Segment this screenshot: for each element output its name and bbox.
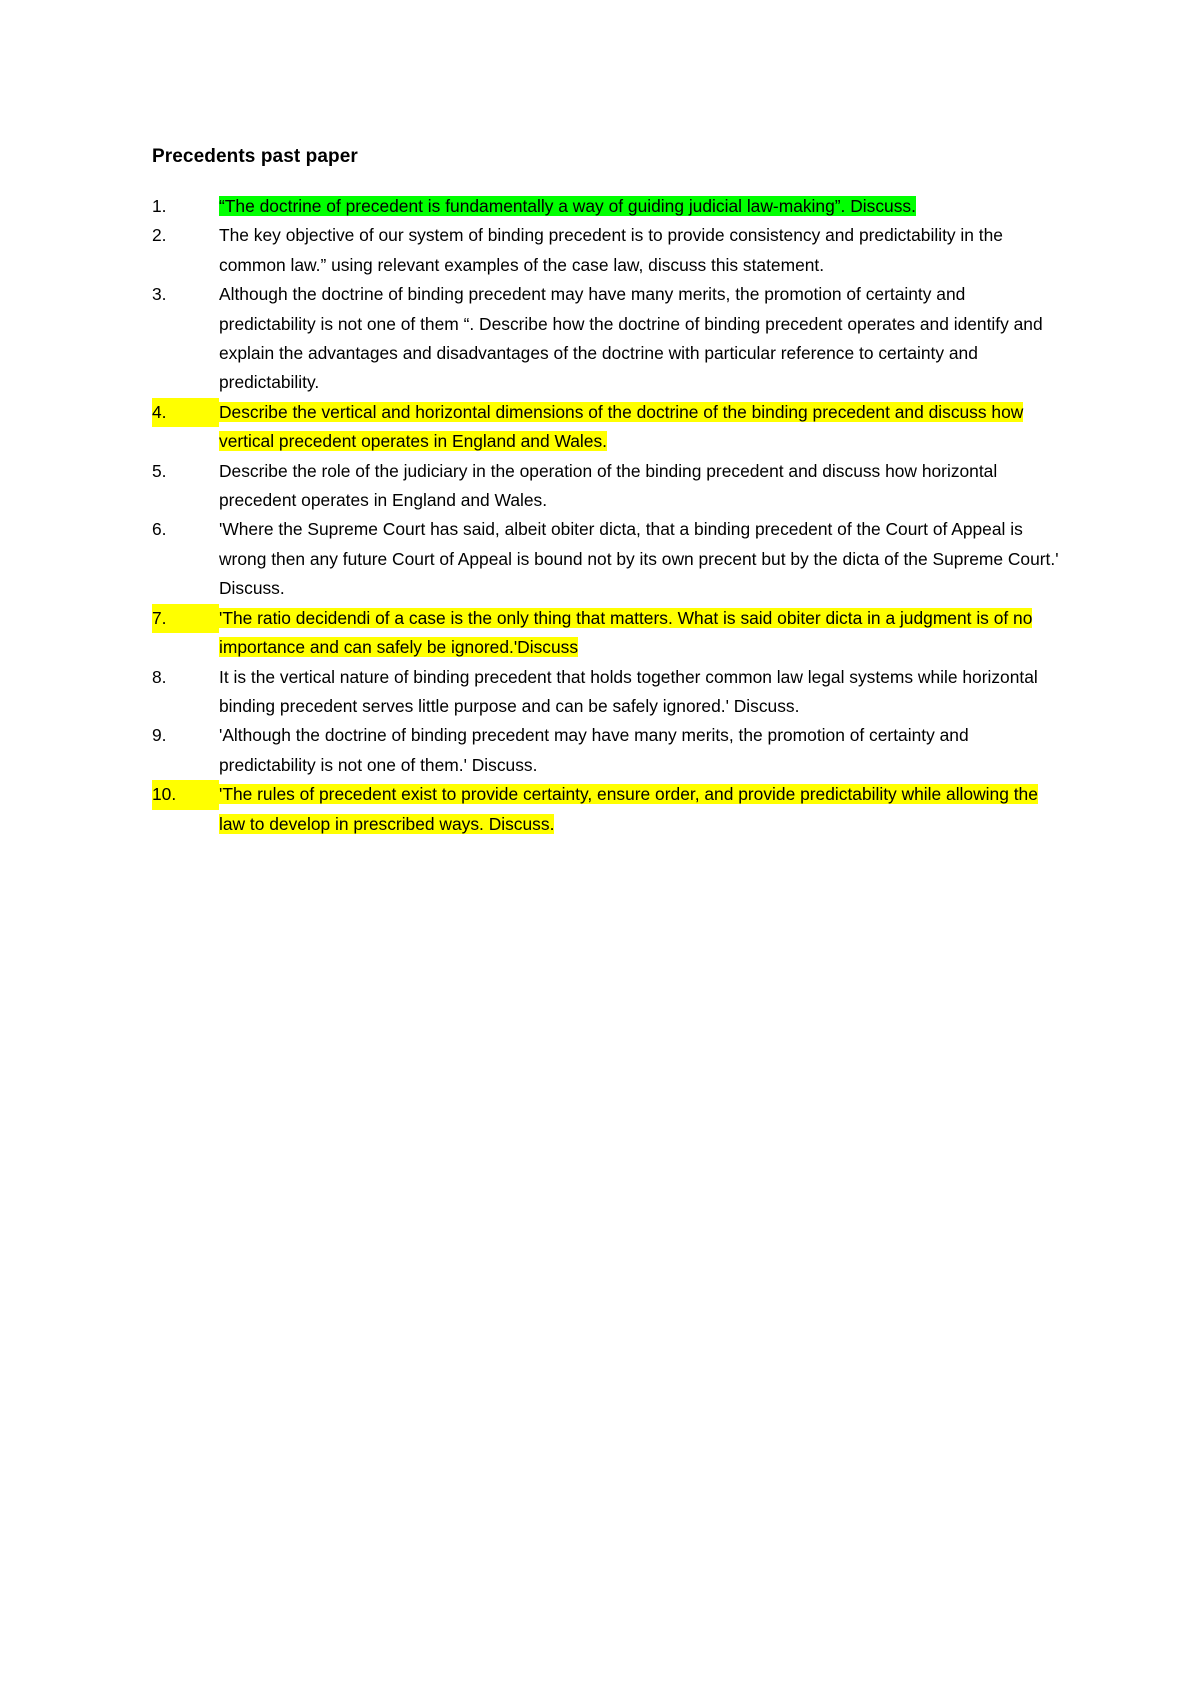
question-item-7 (152, 604, 1062, 663)
question-text: 'The ratio decidendi of a case is the only thing that matters. What is said obiter dicta in a judgment is of no importance and can safely be ignored.'Discuss (219, 607, 1033, 658)
question-item-8 (152, 663, 1062, 722)
question-number: 8. (152, 666, 167, 687)
question-text: 'The rules of precedent exist to provide certainty, ensure order, and provide predictability while allowing the law to develop in prescribed ways. Discuss. (219, 784, 1038, 834)
question-item-3 (152, 280, 1062, 398)
question-item-5 (152, 457, 1062, 516)
question-number: 5. (152, 460, 167, 481)
question-item-10 (152, 780, 1062, 839)
question-text: Describe the role of the judiciary in the operation of the binding precedent and discuss how horizontal precedent operates in England and Wales. (219, 460, 998, 511)
question-text: 'Although the doctrine of binding precedent may have many merits, the promotion of certainty and predictability is not one of them.' Discuss. (219, 725, 969, 775)
question-item-2 (152, 221, 1062, 280)
question-item-1 (152, 192, 1062, 221)
question-text: It is the vertical nature of binding precedent that holds together common law legal systems while horizontal binding precedent serves little purpose and can be safely ignored.' Discuss. (219, 666, 1038, 716)
question-number: 2. (152, 225, 167, 246)
question-number: 1. (152, 196, 167, 216)
question-number: 3. (152, 284, 167, 305)
question-list (152, 192, 1062, 839)
question-item-4 (152, 398, 1062, 457)
question-number: 9. (152, 725, 167, 746)
question-text: The key objective of our system of binding precedent is to provide consistency and predictability in the common law.” using relevant examples of the case law, discuss this statement. (219, 225, 1003, 275)
question-item-9 (152, 721, 1062, 780)
question-text: Although the doctrine of binding precedent may have many merits, the promotion of certainty and predictability is not one of them “. Describe how the doctrine of binding precedent operates and identify and explain the advantages and disadvantages of the doctrine with particular reference to certainty and predictability. (219, 284, 1043, 393)
question-number: 10. (152, 780, 219, 809)
question-text: “The doctrine of precedent is fundamentally a way of guiding judicial law-making”. Discuss. (219, 196, 916, 216)
question-text: Describe the vertical and horizontal dimensions of the doctrine of the binding precedent and discuss how vertical precedent operates in England and Wales. (219, 401, 1024, 452)
question-text: 'Where the Supreme Court has said, albeit obiter dicta, that a binding precedent of the Court of Appeal is wrong then any future Court of Appeal is bound not by its own precent but by the dicta of the Supreme Court.' Discuss. (219, 519, 1059, 599)
question-number: 4. (152, 398, 219, 427)
question-item-6 (152, 515, 1062, 603)
document-title: Precedents past paper (152, 146, 358, 167)
question-number: 7. (152, 604, 219, 633)
question-number: 6. (152, 519, 167, 540)
